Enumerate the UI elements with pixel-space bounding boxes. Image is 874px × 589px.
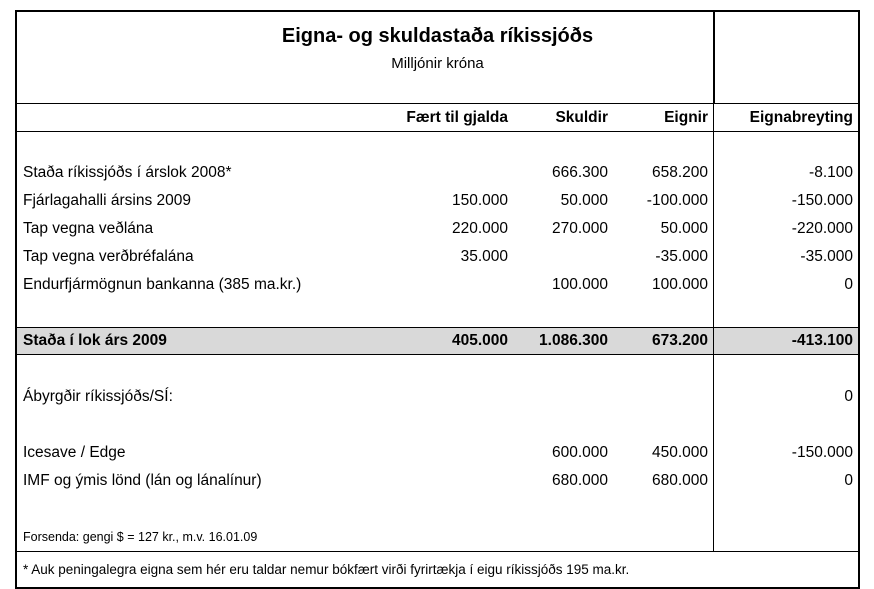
assumption-text: Forsenda: gengi $ = 127 kr., m.v. 16.01.09: [23, 530, 258, 544]
header-label-spacer: [17, 104, 385, 131]
cell-eignabreyting: -150.000: [713, 439, 858, 467]
total-eignir: 673.200: [651, 332, 708, 349]
cell-eignir: [613, 383, 713, 411]
cell-faert-til-gjalda: 35.000: [460, 248, 508, 265]
cell-faert-til-gjalda: 150.000: [451, 192, 508, 209]
table-row: [17, 187, 858, 215]
cell-eignir: 450.000: [651, 444, 708, 461]
footnote-text: * Auk peningalegra eigna sem hér eru taldar nemur bókfært virði fyrirtækja í eigu ríkissjóðs 195 ma.kr.: [23, 562, 630, 577]
cell-faert-til-gjalda: [385, 439, 513, 467]
row-label: IMF og ýmis lönd (lán og lánalínur): [23, 472, 262, 489]
table-row: [17, 467, 858, 495]
cell-skuldir: 680.000: [551, 472, 608, 489]
header-skuldir: Skuldir: [555, 108, 608, 126]
cell-faert-til-gjalda: [385, 271, 513, 299]
spacer-row: [17, 411, 858, 439]
title-block: [17, 12, 858, 103]
footnote: [17, 551, 858, 587]
cell-eignir: -35.000: [655, 248, 708, 265]
cell-eignir: 50.000: [660, 220, 708, 237]
row-label: Icesave / Edge: [23, 444, 126, 461]
table-row: [17, 159, 858, 187]
cell-skuldir: 270.000: [551, 220, 608, 237]
cell-eignir: 658.200: [651, 164, 708, 181]
row-label: Tap vegna verðbréfalána: [23, 248, 194, 265]
cell-eignabreyting: -220.000: [713, 215, 858, 243]
cell-eignir: 680.000: [651, 472, 708, 489]
cell-skuldir: 50.000: [560, 192, 608, 209]
cell-eignabreyting: 0: [713, 467, 858, 495]
cell-skuldir: 600.000: [551, 444, 608, 461]
row-label: Staða ríkissjóðs í árslok 2008*: [23, 164, 232, 181]
assumption-row: [17, 523, 858, 551]
table-row: [17, 383, 858, 411]
cell-skuldir: [513, 383, 613, 411]
total-eignabreyting: -413.100: [713, 328, 858, 354]
cell-eignabreyting: 0: [713, 271, 858, 299]
cell-eignabreyting: -150.000: [713, 187, 858, 215]
cell-skuldir: [513, 243, 613, 271]
total-row: [17, 327, 858, 355]
table-row: [17, 271, 858, 299]
total-skuldir: 1.086.300: [539, 332, 608, 349]
cell-faert-til-gjalda: [385, 383, 513, 411]
cell-faert-til-gjalda: [385, 159, 513, 187]
cell-eignir: -100.000: [646, 192, 708, 209]
cell-eignabreyting: 0: [713, 383, 858, 411]
cell-eignabreyting: -8.100: [713, 159, 858, 187]
row-label: Endurfjármögnun bankanna (385 ma.kr.): [23, 276, 302, 293]
column-divider-line: [713, 12, 715, 103]
cell-eignabreyting: -35.000: [713, 243, 858, 271]
cell-faert-til-gjalda: [385, 467, 513, 495]
header-eignir: Eignir: [664, 108, 708, 126]
spacer-row: [17, 131, 858, 159]
spacer-row: [17, 299, 858, 327]
table-row: [17, 243, 858, 271]
table-row: [17, 215, 858, 243]
header-row: [17, 103, 858, 131]
header-faert-til-gjalda: Fært til gjalda: [406, 108, 508, 126]
page-title: Eigna- og skuldastaða ríkissjóðs: [281, 25, 594, 47]
row-label: Tap vegna veðlána: [23, 220, 154, 237]
spacer-row: [17, 355, 858, 383]
header-eignabreyting: Eignabreyting: [713, 104, 858, 131]
table-row: [17, 439, 858, 467]
balance-table: [15, 10, 860, 589]
cell-eignir: 100.000: [651, 276, 708, 293]
total-label: Staða í lok árs 2009: [23, 332, 167, 349]
page-subtitle: Milljónir króna: [391, 55, 484, 72]
total-faert-til-gjalda: 405.000: [451, 332, 508, 349]
row-label: Ábyrgðir ríkissjóðs/SÍ:: [23, 388, 173, 405]
spacer-row: [17, 495, 858, 523]
cell-faert-til-gjalda: 220.000: [451, 220, 508, 237]
cell-skuldir: 666.300: [551, 164, 608, 181]
row-label: Fjárlagahalli ársins 2009: [23, 192, 192, 209]
cell-skuldir: 100.000: [551, 276, 608, 293]
